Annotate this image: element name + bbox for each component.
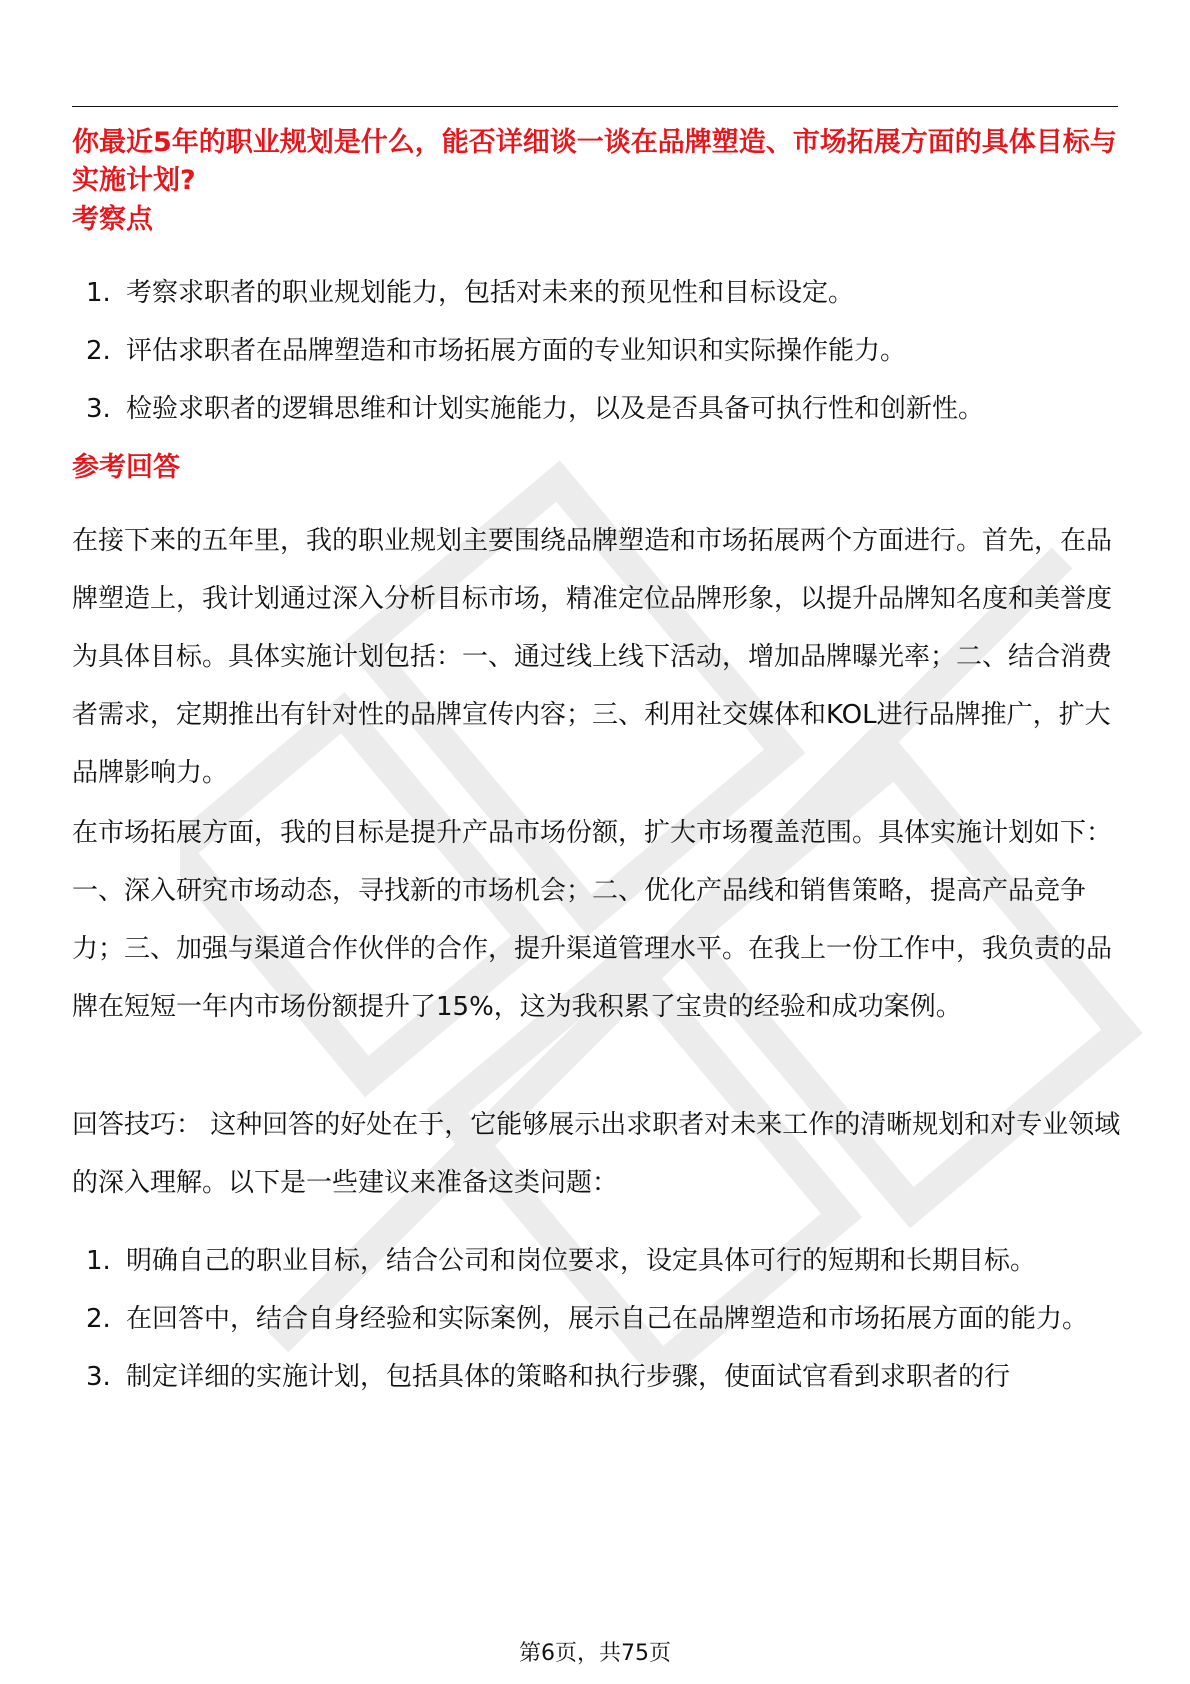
list-text: 在回答中，结合自身经验和实际案例，展示自己在品牌塑造和市场拓展方面的能力。 [126, 1304, 1089, 1334]
page-number-footer: 第6页，共75页 [519, 1641, 671, 1666]
list-item [72, 332, 1122, 370]
list-number: 2. [86, 1304, 111, 1334]
points-list [72, 274, 1122, 448]
list-text: 制定详细的实施计划，包括具体的策略和执行步骤，使面试官看到求职者的行 [126, 1362, 1011, 1392]
list-item [72, 1232, 1122, 1290]
list-number: 3. [86, 394, 111, 424]
list-number: 1. [86, 278, 111, 308]
list-item [72, 390, 1122, 428]
list-text: 检验求职者的逻辑思维和计划实施能力，以及是否具备可执行性和创新性。 [126, 394, 985, 424]
answer-paragraph-2: 在市场拓展方面，我的目标是提升产品市场份额，扩大市场覆盖范围。具体实施计划如下：一、深入研究市场动态，寻找新的市场机会；二、优化产品线和销售策略，提高产品竞争力；三、加强与渠道合作伙伴的合作，提升渠道管理水平。在我上一份工作中，我负责的品牌在短短一年内市场份额提升了15%，这为我积累了宝贵的经验和成功案例。 [72, 818, 1113, 1022]
list-item [72, 1290, 1122, 1348]
question-title: 你最近5年的职业规划是什么，能否详细谈一谈在品牌塑造、市场拓展方面的具体目标与实施计划? [72, 127, 1117, 196]
list-item [72, 1348, 1122, 1406]
list-item [72, 274, 1122, 312]
list-number: 2. [86, 336, 111, 366]
answer-paragraph-1: 在接下来的五年里，我的职业规划主要围绕品牌塑造和市场拓展两个方面进行。首先，在品牌塑造上，我计划通过深入分析目标市场，精准定位品牌形象，以提升品牌知名度和美誉度为具体目标。具体实施计划包括：一、通过线上线下活动，增加品牌曝光率；二、结合消费者需求，定期推出有针对性的品牌宣传内容；三、利用社交媒体和KOL进行品牌推广，扩大品牌影响力。 [72, 526, 1113, 788]
top-divider [72, 106, 1118, 107]
list-number: 3. [86, 1362, 111, 1392]
list-text: 明确自己的职业目标，结合公司和岗位要求，设定具体可行的短期和长期目标。 [126, 1246, 1037, 1276]
section-heading-answer: 参考回答 [72, 452, 180, 483]
tips-list [72, 1232, 1122, 1406]
list-number: 1. [86, 1246, 111, 1276]
list-text: 评估求职者在品牌塑造和市场拓展方面的专业知识和实际操作能力。 [126, 336, 907, 366]
list-text: 考察求职者的职业规划能力，包括对未来的预见性和目标设定。 [126, 278, 855, 308]
section-heading-points: 考察点 [72, 204, 153, 235]
tips-intro: 回答技巧： 这种回答的好处在于，它能够展示出求职者对未来工作的清晰规划和对专业领域的深入理解。以下是一些建议来准备这类问题： [72, 1110, 1121, 1198]
